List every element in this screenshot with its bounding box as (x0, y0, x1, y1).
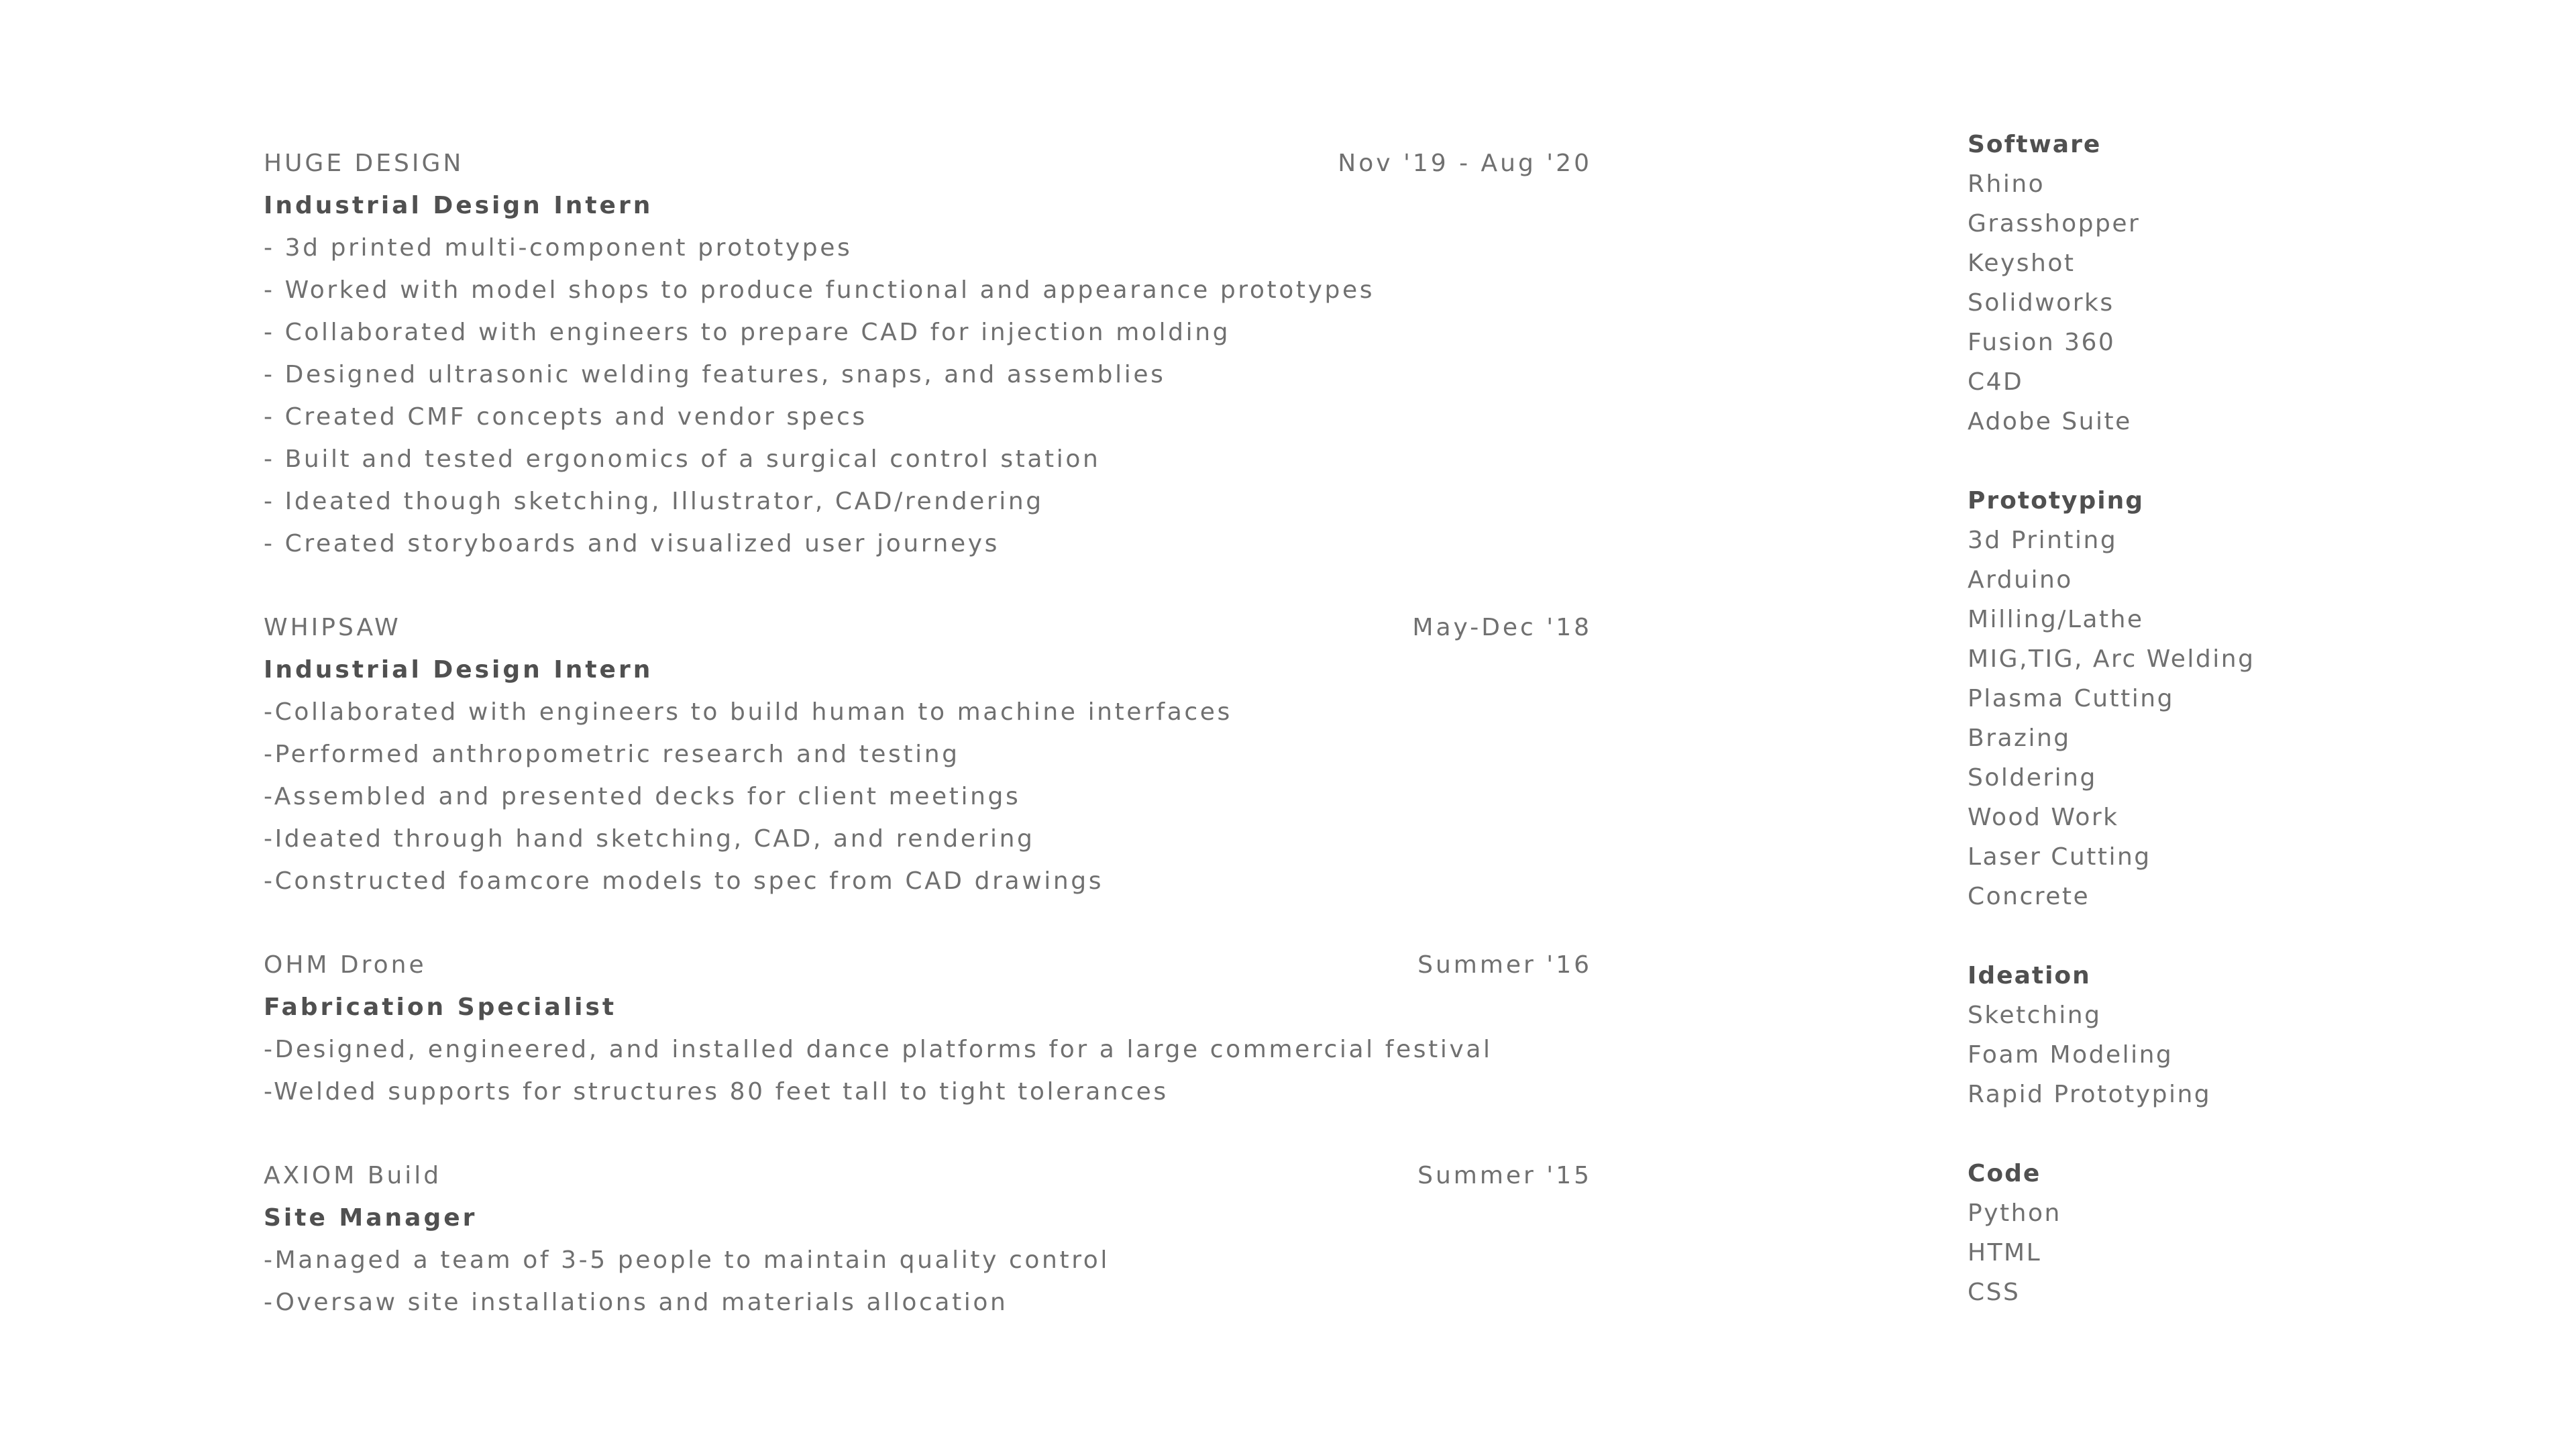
job-bullet: -Ideated through hand sketching, CAD, and rendering (264, 825, 1035, 853)
job-bullet-list (264, 691, 1592, 902)
job-entry (264, 142, 1592, 565)
skill-group-prototyping (1968, 481, 2504, 916)
skill-item: CSS (1968, 1279, 2021, 1306)
skill-item: Rapid Prototyping (1968, 1081, 2212, 1108)
job-bullet-list (264, 1028, 1592, 1113)
skill-group-ideation (1968, 956, 2504, 1114)
skills-section (1968, 125, 2504, 1352)
job-role: Industrial Design Intern (264, 192, 653, 219)
skill-list (1968, 521, 2504, 916)
skill-item: C4D (1968, 368, 2024, 396)
job-dates: Nov '19 - Aug '20 (1338, 150, 1592, 177)
skill-item: Laser Cutting (1968, 843, 2151, 871)
job-bullet: - Collaborated with engineers to prepare CAD for injection molding (264, 319, 1231, 346)
job-bullet: - Ideated though sketching, Illustrator, CAD/rendering (264, 488, 1044, 515)
job-header (264, 1155, 1592, 1197)
skill-item: Fusion 360 (1968, 329, 2116, 356)
job-header (264, 944, 1592, 986)
skill-item: Brazing (1968, 724, 2071, 752)
job-bullet: -Oversaw site installations and materials allocation (264, 1289, 1008, 1316)
company-name: HUGE DESIGN (264, 150, 464, 177)
skill-heading: Ideation (1968, 962, 2091, 989)
skill-item: 3d Printing (1968, 527, 2118, 554)
job-dates: Summer '16 (1417, 951, 1592, 979)
skill-item: Plasma Cutting (1968, 685, 2174, 712)
company-name: AXIOM Build (264, 1162, 442, 1189)
skill-item: Solidworks (1968, 289, 2114, 317)
skill-item: Milling/Lathe (1968, 606, 2144, 633)
skill-item: Arduino (1968, 566, 2073, 594)
job-entry (264, 1155, 1592, 1324)
skill-item: Sketching (1968, 1002, 2102, 1029)
job-role: Fabrication Specialist (264, 994, 617, 1021)
skill-list (1968, 164, 2504, 441)
skill-item: Keyshot (1968, 250, 2076, 277)
job-header (264, 142, 1592, 184)
job-entry (264, 944, 1592, 1113)
job-bullet: -Welded supports for structures 80 feet tall to tight tolerances (264, 1078, 1169, 1106)
job-bullet: - Built and tested ergonomics of a surgical control station (264, 445, 1101, 473)
job-bullet: -Managed a team of 3-5 people to maintain quality control (264, 1246, 1110, 1274)
skill-item: Wood Work (1968, 804, 2119, 831)
skill-item: Concrete (1968, 883, 2090, 910)
skill-group-software (1968, 125, 2504, 441)
job-bullet-list (264, 1239, 1592, 1324)
job-role: Industrial Design Intern (264, 656, 653, 684)
job-role: Site Manager (264, 1204, 478, 1232)
job-bullet: - Worked with model shops to produce functional and appearance prototypes (264, 276, 1375, 304)
skill-heading: Prototyping (1968, 487, 2144, 515)
job-header (264, 606, 1592, 649)
job-bullet: - 3d printed multi-component prototypes (264, 234, 853, 262)
job-entry (264, 606, 1592, 902)
skill-list (1968, 996, 2504, 1114)
skill-item: MIG,TIG, Arc Welding (1968, 645, 2255, 673)
skill-group-code (1968, 1154, 2504, 1312)
skill-heading: Software (1968, 131, 2102, 158)
skill-item: Adobe Suite (1968, 408, 2132, 435)
experience-section (264, 142, 1592, 1365)
job-dates: Summer '15 (1417, 1162, 1592, 1189)
skill-item: HTML (1968, 1239, 2042, 1267)
job-bullet: -Designed, engineered, and installed dance platforms for a large commercial festival (264, 1036, 1493, 1063)
company-name: OHM Drone (264, 951, 427, 979)
skill-heading: Code (1968, 1160, 2041, 1187)
job-dates: May-Dec '18 (1412, 614, 1592, 641)
company-name: WHIPSAW (264, 614, 401, 641)
skill-item: Rhino (1968, 170, 2045, 198)
job-bullet: -Constructed foamcore models to spec from CAD drawings (264, 867, 1104, 895)
job-bullet: - Created storyboards and visualized user journeys (264, 530, 1000, 557)
skill-item: Grasshopper (1968, 210, 2141, 237)
job-bullet: - Created CMF concepts and vendor specs (264, 403, 867, 431)
job-bullet: -Performed anthropometric research and testing (264, 741, 960, 768)
job-bullet: - Designed ultrasonic welding features, snaps, and assemblies (264, 361, 1166, 388)
job-bullet-list (264, 227, 1592, 565)
skill-item: Foam Modeling (1968, 1041, 2174, 1069)
job-bullet: -Collaborated with engineers to build human to machine interfaces (264, 698, 1232, 726)
skill-item: Soldering (1968, 764, 2097, 792)
skill-list (1968, 1193, 2504, 1312)
job-bullet: -Assembled and presented decks for client meetings (264, 783, 1021, 810)
skill-item: Python (1968, 1199, 2061, 1227)
